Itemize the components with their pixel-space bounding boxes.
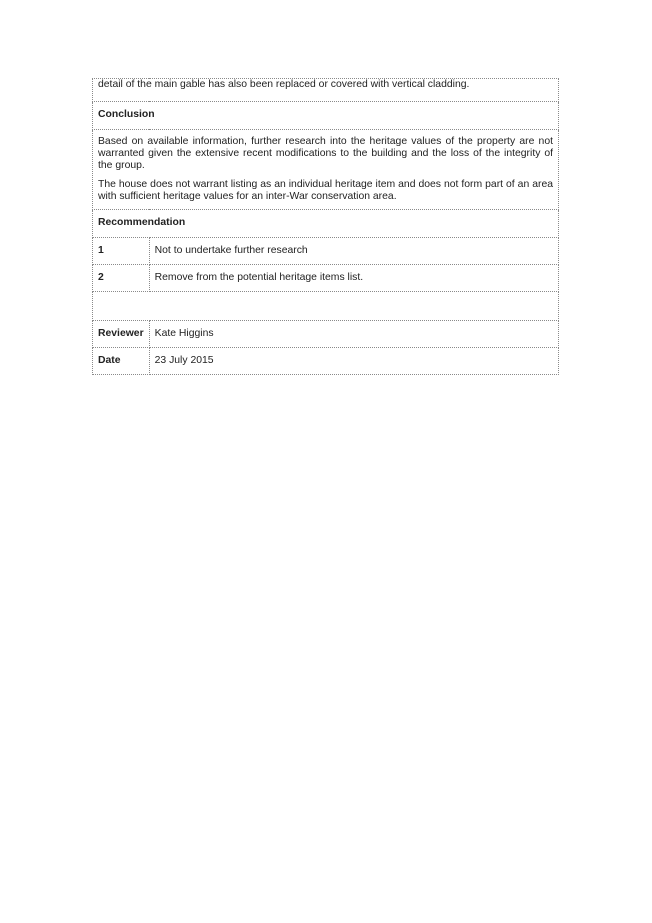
conclusion-heading-row — [93, 102, 559, 130]
recommendation-heading-row — [93, 210, 559, 238]
recommendation-row — [93, 265, 559, 292]
date-row — [93, 348, 559, 375]
reviewer-name: Kate Higgins — [149, 321, 558, 348]
blank-cell — [93, 292, 559, 321]
recommendation-text: Remove from the potential heritage items list. — [149, 265, 558, 292]
recommendation-number: 1 — [93, 238, 150, 265]
recommendation-text: Not to undertake further research — [149, 238, 558, 265]
date-value: 23 July 2015 — [149, 348, 558, 375]
conclusion-body — [93, 130, 559, 210]
recommendation-heading: Recommendation — [93, 210, 559, 238]
conclusion-heading: Conclusion — [93, 102, 559, 130]
reviewer-row — [93, 321, 559, 348]
date-label: Date — [93, 348, 150, 375]
recommendation-row — [93, 238, 559, 265]
conclusion-paragraph-2: The house does not warrant listing as an individual heritage item and does not form part of an area with sufficient heritage values for an inter-War conservation area. — [98, 179, 553, 202]
reviewer-label: Reviewer — [93, 321, 150, 348]
conclusion-paragraph-1: Based on available information, further research into the heritage values of the property are not warranted given the extensive recent modifications to the building and the loss of the integrity of the group. — [98, 136, 553, 171]
continued-text-row — [93, 79, 559, 102]
recommendation-number: 2 — [93, 265, 150, 292]
continued-text: detail of the main gable has also been replaced or covered with vertical cladding. — [93, 79, 559, 102]
blank-row — [93, 292, 559, 321]
heritage-assessment-table — [92, 78, 559, 375]
conclusion-body-row — [93, 130, 559, 210]
